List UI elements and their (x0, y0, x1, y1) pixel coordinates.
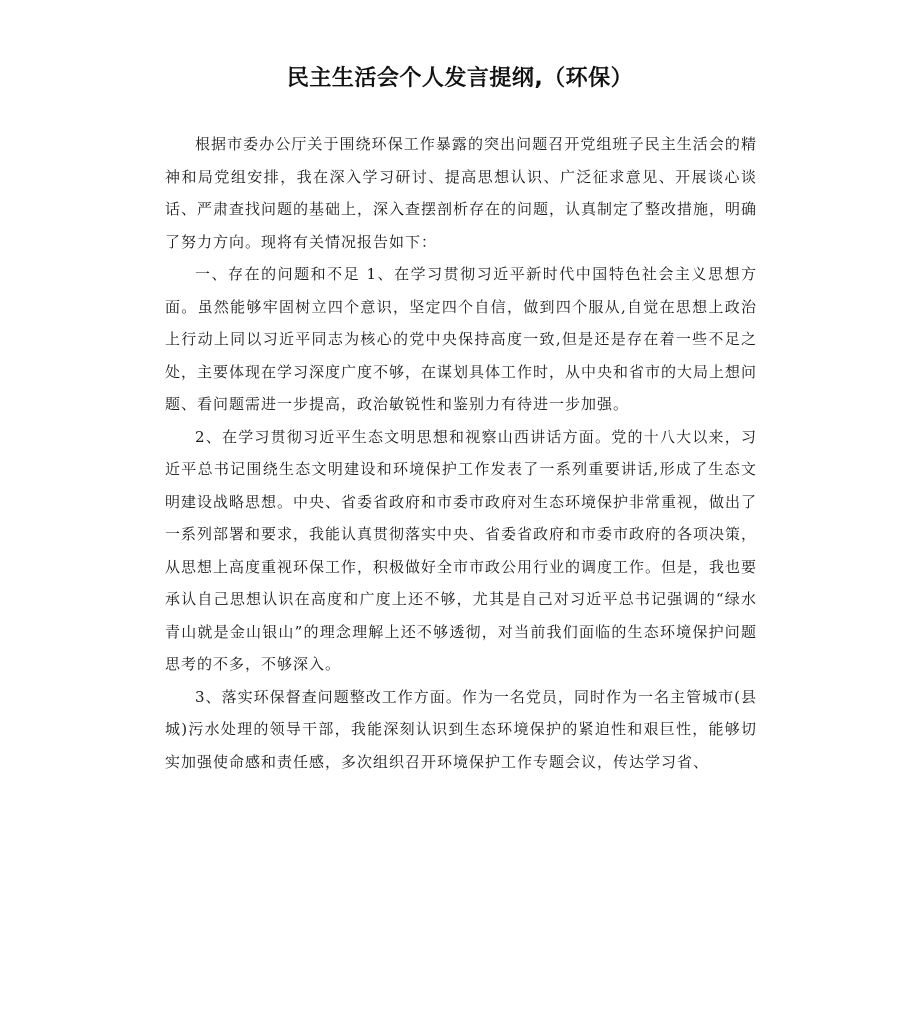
document-title: 民主生活会个人发言提纲,（环保） (286, 66, 634, 91)
paragraph-intro: 根据市委办公厅关于围绕环保工作暴露的突出问题召开党组班子民主生活会的精神和局党组安排，我在深入学习研讨、提高思想认识、广泛征求意见、开展谈心谈话、严肃查找问题的基础上，深入查摆剖析存在的问题，认真制定了整改措施，明确了努力方向。现将有关情况报告如下： (165, 135, 758, 251)
paragraph-section-1: 一、存在的问题和不足 1、在学习贯彻习近平新时代中国特色社会主义思想方面。虽然能够牢固树立四个意识，坚定四个自信，做到四个服从,自觉在思想上政治上行动上同以习近平同志为核心的党中央保持高度一致,但是还是存在着一些不足之处，主要体现在学习深度广度不够，在谋划具体工作时，从中央和省市的大局上想问题、看问题需进一步提高，政治敏锐性和鉴别力有待进一步加强。 (165, 265, 758, 413)
paragraph-section-2: 2、在学习贯彻习近平生态文明思想和视察山西讲话方面。党的十八大以来，习近平总书记围绕生态文明建设和环境保护工作发表了一系列重要讲话,形成了生态文明建设战略思想。中央、省委省政府和市委市政府对生态环境保护非常重视，做出了一系列部署和要求，我能认真贯彻落实中央、省委省政府和市委市政府的各项决策，从思想上高度重视环保工作，积极做好全市市政公用行业的调度工作。但是，我也要承认自己思想认识在高度和广度上还不够，尤其是自己对习近平总书记强调的“绿水青山就是金山银山”的理念理解上还不够透彻，对当前我们面临的生态环境保护问题思考的不多，不够深入。 (165, 427, 758, 673)
paragraph-section-3: 3、落实环保督查问题整改工作方面。作为一名党员，同时作为一名主管城市(县城)污水处理的领导干部，我能深刻认识到生态环境保护的紧迫性和艰巨性，能够切实加强使命感和责任感，多次组织召开环境保护工作专题会议，传达学习省、 (165, 687, 757, 771)
document-body (165, 128, 757, 778)
